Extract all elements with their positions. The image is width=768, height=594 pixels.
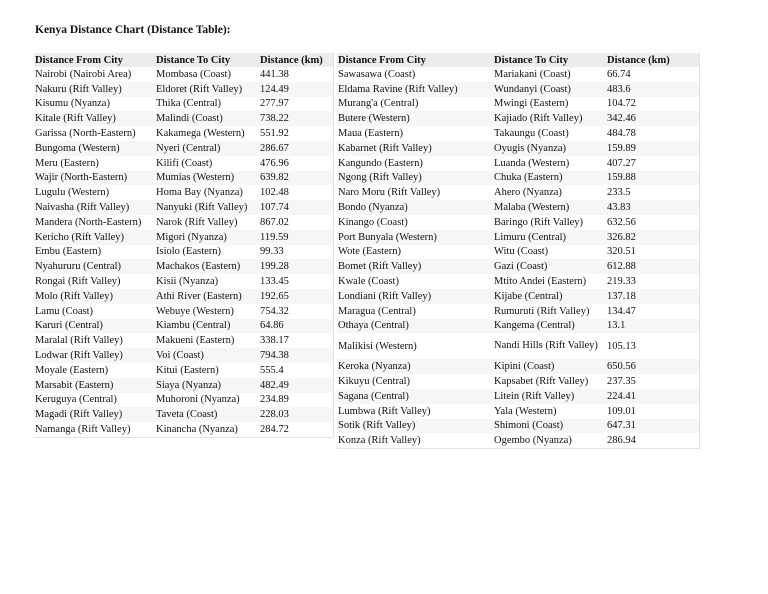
table-row bbox=[34, 111, 333, 126]
table-row bbox=[337, 289, 699, 304]
column-header-distance: Distance (km) bbox=[607, 54, 670, 66]
to-city-cell: Malaba (Western) bbox=[494, 202, 570, 214]
distance-cell: 647.31 bbox=[607, 420, 636, 432]
from-city-cell: Wajir (North-Eastern) bbox=[35, 172, 128, 184]
table-row bbox=[34, 82, 333, 97]
from-city-cell: Rongai (Rift Valley) bbox=[35, 276, 121, 288]
to-city-cell: Webuye (Western) bbox=[156, 305, 234, 317]
from-city-cell: Naivasha (Rift Valley) bbox=[35, 202, 130, 214]
table-row bbox=[34, 245, 333, 260]
to-city-cell: Kajiado (Rift Valley) bbox=[494, 113, 583, 125]
distance-cell: 639.82 bbox=[260, 172, 289, 184]
distance-cell: 104.72 bbox=[607, 98, 636, 110]
from-city-cell: Moyale (Eastern) bbox=[35, 364, 109, 376]
table-row bbox=[337, 389, 699, 404]
document-title: Kenya Distance Chart (Distance Table): bbox=[35, 24, 231, 36]
from-city-cell: Kikuyu (Central) bbox=[338, 376, 411, 388]
to-city-cell: Luanda (Western) bbox=[494, 157, 570, 169]
distance-cell: 66.74 bbox=[607, 68, 631, 80]
from-city-cell: Bomet (Rift Valley) bbox=[338, 261, 422, 273]
distance-cell: 192.65 bbox=[260, 290, 289, 302]
from-city-cell: Bondo (Nyanza) bbox=[338, 202, 408, 214]
to-city-cell: Mtito Andei (Eastern) bbox=[494, 276, 587, 288]
to-city-cell: Yala (Western) bbox=[494, 405, 557, 417]
distance-cell: 738.22 bbox=[260, 113, 289, 125]
table-row bbox=[34, 333, 333, 348]
distance-cell: 224.41 bbox=[607, 390, 636, 402]
distance-cell: 102.48 bbox=[260, 187, 289, 199]
to-city-cell: Kangema (Central) bbox=[494, 320, 575, 332]
table-row bbox=[34, 259, 333, 274]
table-row bbox=[337, 215, 699, 230]
to-city-cell: Nanyuki (Rift Valley) bbox=[156, 202, 248, 214]
distance-cell: 482.49 bbox=[260, 379, 289, 391]
to-city-cell: Chuka (Eastern) bbox=[494, 172, 563, 184]
to-city-cell: Litein (Rift Valley) bbox=[494, 390, 575, 402]
table-row bbox=[337, 171, 699, 186]
table-body-left bbox=[34, 67, 333, 437]
from-city-cell: Garissa (North-Eastern) bbox=[35, 128, 136, 140]
table-row bbox=[337, 359, 699, 374]
to-city-cell: Taveta (Coast) bbox=[156, 409, 218, 421]
distance-table-right bbox=[337, 53, 700, 449]
table-row bbox=[34, 215, 333, 230]
from-city-cell: Lodwar (Rift Valley) bbox=[35, 350, 123, 362]
to-city-cell: Homa Bay (Nyanza) bbox=[156, 187, 243, 199]
to-city-cell: Kijabe (Central) bbox=[494, 290, 563, 302]
to-city-cell: Kisii (Nyanza) bbox=[156, 276, 219, 288]
to-city-cell: Ogembo (Nyanza) bbox=[494, 435, 572, 447]
distance-cell: 105.13 bbox=[607, 340, 636, 352]
distance-cell: 124.49 bbox=[260, 83, 289, 95]
table-row bbox=[34, 319, 333, 334]
table-row bbox=[337, 245, 699, 260]
from-city-cell: Lamu (Coast) bbox=[35, 305, 94, 317]
from-city-cell: Sagana (Central) bbox=[338, 390, 409, 402]
from-city-cell: Kangundo (Eastern) bbox=[338, 157, 423, 169]
distance-cell: 555.4 bbox=[260, 364, 284, 376]
from-city-cell: Kwale (Coast) bbox=[338, 276, 399, 288]
from-city-cell: Molo (Rift Valley) bbox=[35, 290, 113, 302]
from-city-cell: Kabarnet (Rift Valley) bbox=[338, 142, 432, 154]
to-city-cell: Machakos (Eastern) bbox=[156, 261, 241, 273]
table-row bbox=[337, 230, 699, 245]
from-city-cell: Marsabit (Eastern) bbox=[35, 379, 114, 391]
to-city-cell: Kiambu (Central) bbox=[156, 320, 231, 332]
to-city-cell: Gazi (Coast) bbox=[494, 261, 548, 273]
distance-cell: 137.18 bbox=[607, 290, 636, 302]
distance-cell: 233.5 bbox=[607, 187, 631, 199]
distance-cell: 228.03 bbox=[260, 409, 289, 421]
table-row bbox=[337, 200, 699, 215]
column-header-to: Distance To City bbox=[156, 54, 231, 66]
distance-cell: 219.33 bbox=[607, 276, 636, 288]
to-city-cell: Rumuruti (Rift Valley) bbox=[494, 305, 590, 317]
table-row bbox=[34, 422, 333, 437]
to-city-cell: Siaya (Nyanza) bbox=[156, 379, 222, 391]
distance-cell: 483.6 bbox=[607, 83, 631, 95]
table-row bbox=[34, 378, 333, 393]
table-row bbox=[34, 348, 333, 363]
to-city-cell: Witu (Coast) bbox=[494, 246, 549, 258]
table-row bbox=[34, 141, 333, 156]
to-city-cell: Isiolo (Eastern) bbox=[156, 246, 222, 258]
table-row bbox=[34, 407, 333, 422]
distance-cell: 754.32 bbox=[260, 305, 289, 317]
distance-cell: 159.88 bbox=[607, 172, 636, 184]
to-city-cell: Thika (Central) bbox=[156, 98, 222, 110]
distance-cell: 476.96 bbox=[260, 157, 289, 169]
to-city-cell: Mariakani (Coast) bbox=[494, 68, 571, 80]
to-city-cell: Limuru (Central) bbox=[494, 231, 567, 243]
from-city-cell: Keruguya (Central) bbox=[35, 394, 117, 406]
distance-cell: 612.88 bbox=[607, 261, 636, 273]
table-row bbox=[337, 67, 699, 82]
distance-cell: 632.56 bbox=[607, 216, 636, 228]
from-city-cell: Kinango (Coast) bbox=[338, 216, 408, 228]
to-city-cell: Eldoret (Rift Valley) bbox=[156, 83, 243, 95]
distance-cell: 484.78 bbox=[607, 128, 636, 140]
table-row bbox=[337, 374, 699, 389]
table-row bbox=[337, 156, 699, 171]
from-city-cell: Nyahururu (Central) bbox=[35, 261, 122, 273]
distance-cell: 199.28 bbox=[260, 261, 289, 273]
distance-cell: 109.01 bbox=[607, 405, 636, 417]
from-city-cell: Maua (Eastern) bbox=[338, 128, 404, 140]
from-city-cell: Murang'a (Central) bbox=[338, 98, 419, 110]
from-city-cell: Lumbwa (Rift Valley) bbox=[338, 405, 431, 417]
table-row bbox=[34, 97, 333, 112]
column-header-from: Distance From City bbox=[338, 54, 426, 66]
table-row bbox=[337, 304, 699, 319]
from-city-cell: Sotik (Rift Valley) bbox=[338, 420, 416, 432]
distance-cell: 284.72 bbox=[260, 424, 289, 436]
distance-cell: 99.33 bbox=[260, 246, 284, 258]
to-city-cell: Kipini (Coast) bbox=[494, 361, 555, 373]
to-city-cell: Ahero (Nyanza) bbox=[494, 187, 562, 199]
table-row bbox=[34, 363, 333, 378]
distance-cell: 326.82 bbox=[607, 231, 636, 243]
table-row bbox=[34, 289, 333, 304]
table-row bbox=[337, 419, 699, 434]
table-header-row bbox=[337, 53, 699, 67]
table-row bbox=[337, 111, 699, 126]
to-city-cell: Makueni (Eastern) bbox=[156, 335, 235, 347]
column-header-distance: Distance (km) bbox=[260, 54, 323, 66]
table-header-row bbox=[34, 53, 333, 67]
table-row bbox=[337, 141, 699, 156]
from-city-cell: Namanga (Rift Valley) bbox=[35, 424, 131, 436]
table-row bbox=[34, 156, 333, 171]
table-row bbox=[337, 274, 699, 289]
distance-cell: 407.27 bbox=[607, 157, 636, 169]
from-city-cell: Naro Moru (Rift Valley) bbox=[338, 187, 441, 199]
from-city-cell: Keroka (Nyanza) bbox=[338, 361, 411, 373]
table-row bbox=[337, 319, 699, 334]
to-city-cell: Wundanyi (Coast) bbox=[494, 83, 571, 95]
to-city-cell: Voi (Coast) bbox=[156, 350, 204, 362]
table-row bbox=[34, 67, 333, 82]
column-header-from: Distance From City bbox=[35, 54, 123, 66]
from-city-cell: Othaya (Central) bbox=[338, 320, 409, 332]
from-city-cell: Maragua (Central) bbox=[338, 305, 416, 317]
distance-cell: 64.86 bbox=[260, 320, 284, 332]
from-city-cell: Nakuru (Rift Valley) bbox=[35, 83, 122, 95]
from-city-cell: Sawasawa (Coast) bbox=[338, 68, 416, 80]
from-city-cell: Wote (Eastern) bbox=[338, 246, 401, 258]
table-row bbox=[337, 404, 699, 419]
from-city-cell: Mandera (North-Eastern) bbox=[35, 216, 142, 228]
from-city-cell: Kitale (Rift Valley) bbox=[35, 113, 116, 125]
to-city-cell: Nandi Hills (Rift Valley) bbox=[494, 340, 598, 352]
to-city-cell: Kapsabet (Rift Valley) bbox=[494, 376, 589, 388]
table-row bbox=[337, 97, 699, 112]
from-city-cell: Konza (Rift Valley) bbox=[338, 435, 421, 447]
distance-cell: 237.35 bbox=[607, 376, 636, 388]
table-row bbox=[34, 185, 333, 200]
from-city-cell: Butere (Western) bbox=[338, 113, 410, 125]
distance-cell: 234.89 bbox=[260, 394, 289, 406]
to-city-cell: Kitui (Eastern) bbox=[156, 364, 219, 376]
to-city-cell: Baringo (Rift Valley) bbox=[494, 216, 584, 228]
distance-cell: 794.38 bbox=[260, 350, 289, 362]
distance-cell: 43.83 bbox=[607, 202, 631, 214]
to-city-cell: Takaungu (Coast) bbox=[494, 128, 569, 140]
table-row bbox=[337, 82, 699, 97]
distance-cell: 650.56 bbox=[607, 361, 636, 373]
distance-cell: 867.02 bbox=[260, 216, 289, 228]
table-body-right bbox=[337, 67, 699, 449]
distance-cell: 119.59 bbox=[260, 231, 289, 243]
table-row bbox=[337, 126, 699, 141]
distance-table-left bbox=[34, 53, 334, 438]
to-city-cell: Shimoni (Coast) bbox=[494, 420, 564, 432]
table-row bbox=[34, 230, 333, 245]
from-city-cell: Magadi (Rift Valley) bbox=[35, 409, 123, 421]
table-row bbox=[34, 393, 333, 408]
from-city-cell: Embu (Eastern) bbox=[35, 246, 102, 258]
distance-cell: 134.47 bbox=[607, 305, 636, 317]
table-row bbox=[337, 185, 699, 200]
table-row bbox=[337, 259, 699, 274]
distance-cell: 107.74 bbox=[260, 202, 289, 214]
to-city-cell: Narok (Rift Valley) bbox=[156, 216, 238, 228]
to-city-cell: Mombasa (Coast) bbox=[156, 68, 231, 80]
from-city-cell: Bungoma (Western) bbox=[35, 142, 120, 154]
distance-cell: 338.17 bbox=[260, 335, 289, 347]
from-city-cell: Eldama Ravine (Rift Valley) bbox=[338, 83, 458, 95]
column-header-to: Distance To City bbox=[494, 54, 569, 66]
from-city-cell: Maralal (Rift Valley) bbox=[35, 335, 123, 347]
from-city-cell: Lugulu (Western) bbox=[35, 187, 110, 199]
from-city-cell: Port Bunyala (Western) bbox=[338, 231, 437, 243]
from-city-cell: Kericho (Rift Valley) bbox=[35, 231, 125, 243]
from-city-cell: Karuri (Central) bbox=[35, 320, 103, 332]
to-city-cell: Kilifi (Coast) bbox=[156, 157, 213, 169]
distance-cell: 133.45 bbox=[260, 276, 289, 288]
from-city-cell: Nairobi (Nairobi Area) bbox=[35, 68, 132, 80]
distance-cell: 441.38 bbox=[260, 68, 289, 80]
from-city-cell: Meru (Eastern) bbox=[35, 157, 99, 169]
to-city-cell: Kinancha (Nyanza) bbox=[156, 424, 238, 436]
distance-cell: 551.92 bbox=[260, 128, 289, 140]
from-city-cell: Kisumu (Nyanza) bbox=[35, 98, 110, 110]
to-city-cell: Oyugis (Nyanza) bbox=[494, 142, 567, 154]
table-row bbox=[34, 304, 333, 319]
table-row bbox=[34, 126, 333, 141]
distance-cell: 320.51 bbox=[607, 246, 636, 258]
table-row bbox=[337, 433, 699, 448]
distance-cell: 342.46 bbox=[607, 113, 636, 125]
distance-cell: 277.97 bbox=[260, 98, 289, 110]
to-city-cell: Malindi (Coast) bbox=[156, 113, 223, 125]
to-city-cell: Kakamega (Western) bbox=[156, 128, 245, 140]
table-row bbox=[34, 171, 333, 186]
distance-cell: 286.67 bbox=[260, 142, 289, 154]
from-city-cell: Londiani (Rift Valley) bbox=[338, 290, 432, 302]
table-row bbox=[34, 200, 333, 215]
to-city-cell: Athi River (Eastern) bbox=[156, 290, 242, 302]
table-row bbox=[34, 274, 333, 289]
distance-cell: 286.94 bbox=[607, 435, 636, 447]
from-city-cell: Ngong (Rift Valley) bbox=[338, 172, 422, 184]
to-city-cell: Migori (Nyanza) bbox=[156, 231, 227, 243]
distance-cell: 159.89 bbox=[607, 142, 636, 154]
to-city-cell: Mwingi (Eastern) bbox=[494, 98, 569, 110]
table-row bbox=[337, 333, 699, 359]
to-city-cell: Muhoroni (Nyanza) bbox=[156, 394, 240, 406]
from-city-cell: Malikisi (Western) bbox=[338, 340, 417, 352]
to-city-cell: Nyeri (Central) bbox=[156, 142, 221, 154]
distance-cell: 13.1 bbox=[607, 320, 626, 332]
to-city-cell: Mumias (Western) bbox=[156, 172, 235, 184]
